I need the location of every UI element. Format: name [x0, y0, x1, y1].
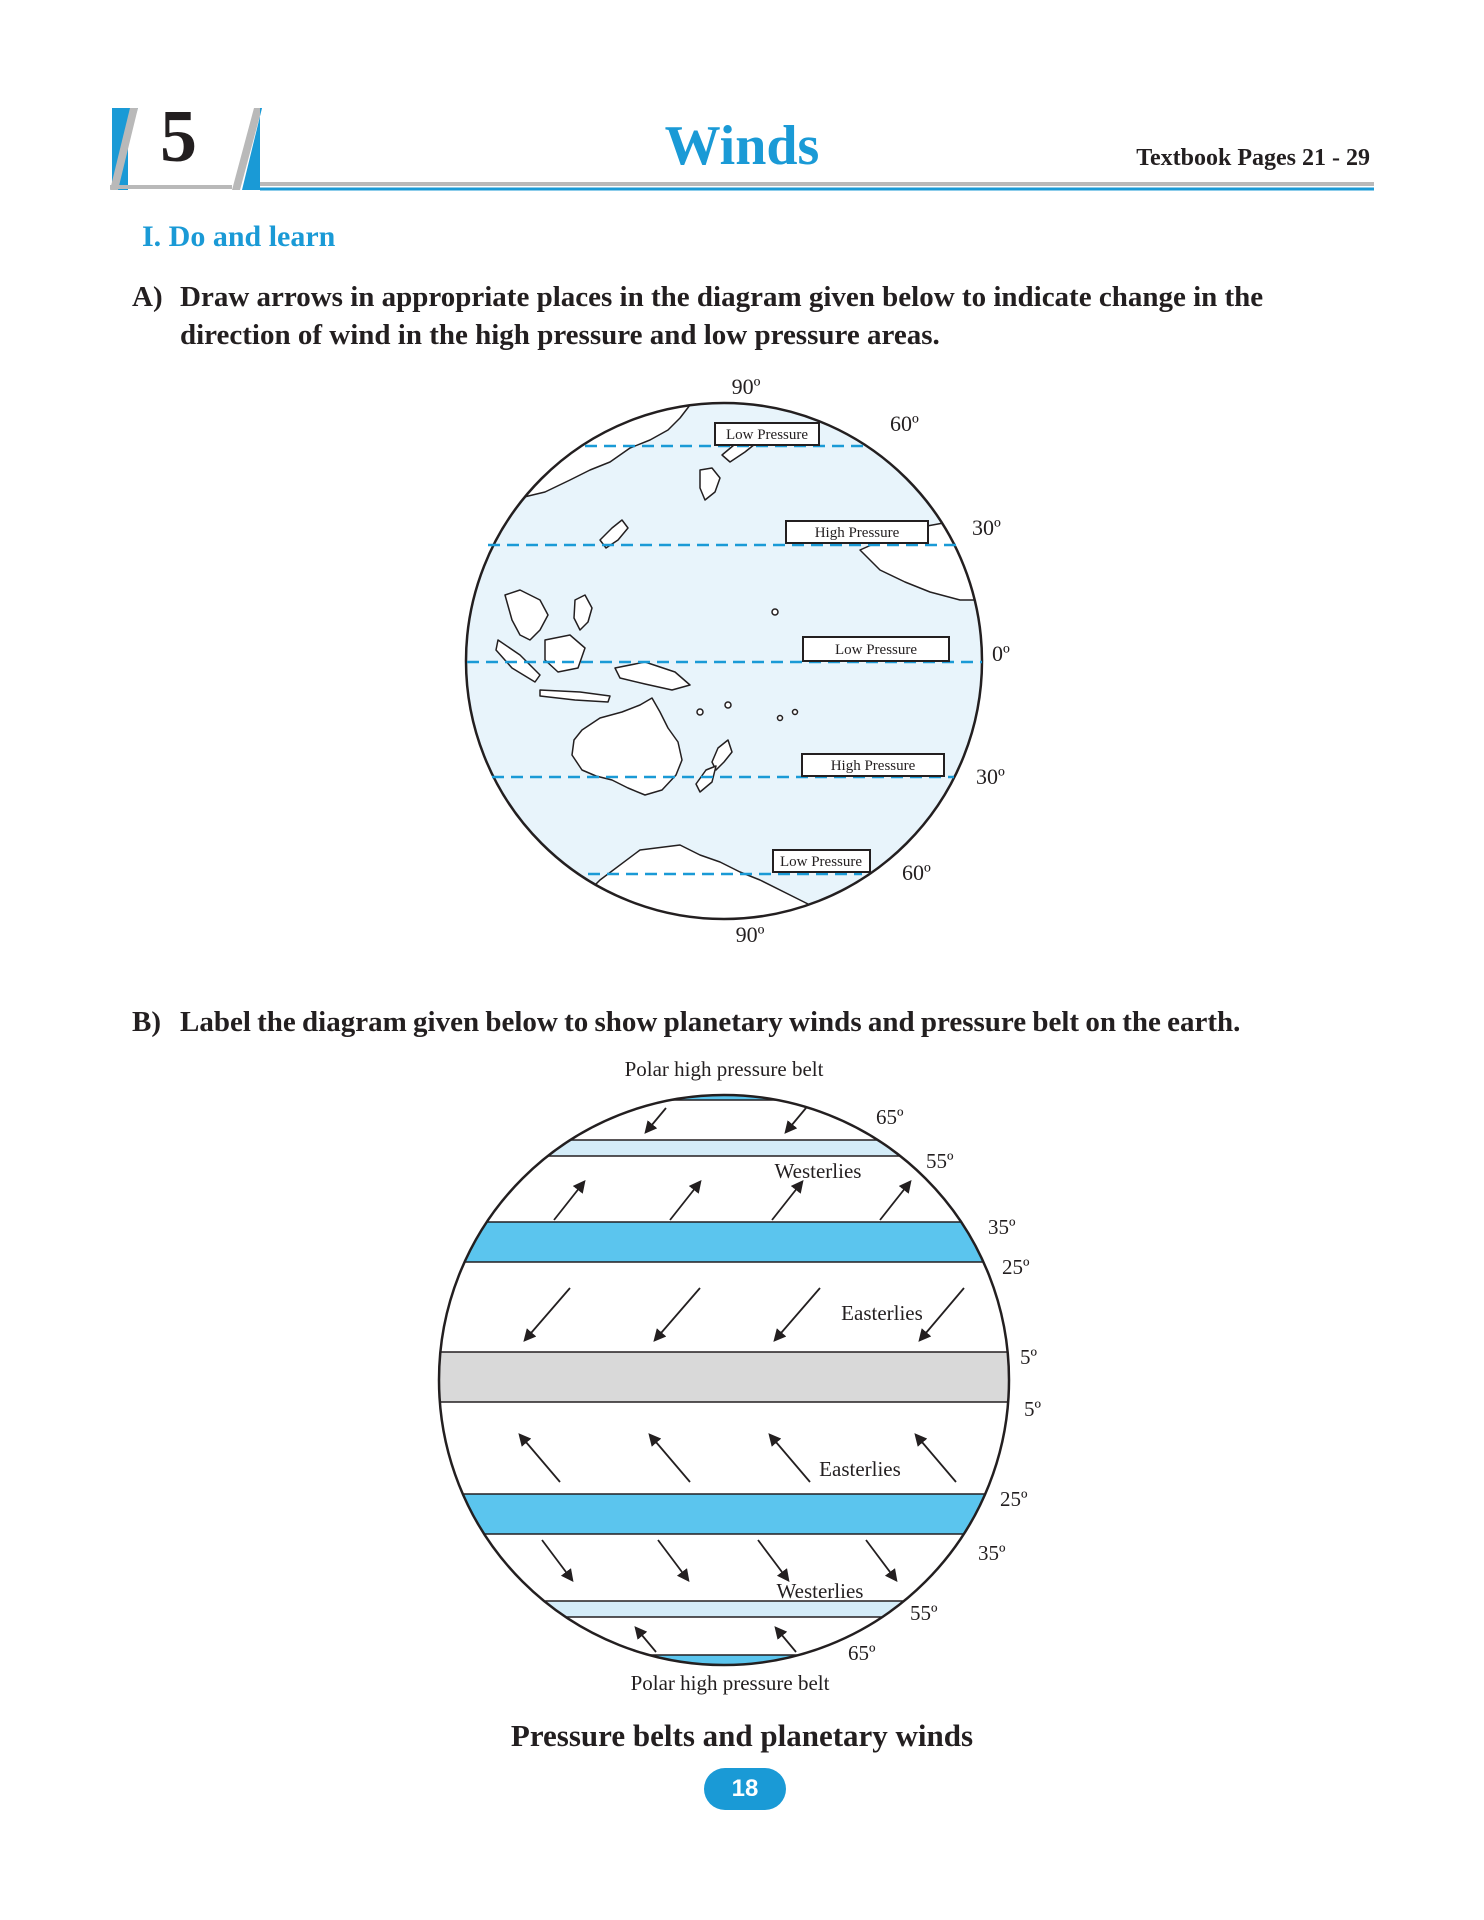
question-a-line1: Draw arrows in appropriate places in the diagram given below to indicate change in the — [180, 281, 1264, 313]
box-s60-label: Low Pressure — [779, 854, 863, 870]
box-equator-label: Low Pressure — [834, 642, 918, 658]
north-subtropical-belt — [430, 1222, 1030, 1262]
label-easterlies-south: Easterlies — [819, 1457, 901, 1481]
question-a-letter: A) — [132, 281, 163, 313]
lat-label-n30: 30º — [972, 515, 1001, 540]
lat-label-s30: 30º — [976, 764, 1005, 789]
degree-s65: 65º — [848, 1641, 876, 1665]
degree-s25: 25º — [1000, 1487, 1028, 1511]
degree-n55: 55º — [926, 1149, 954, 1173]
island-dot — [793, 710, 798, 715]
box-n60-label: Low Pressure — [725, 427, 809, 443]
box-n30-label: High Pressure — [814, 525, 900, 541]
section-heading: I. Do and learn — [142, 220, 336, 253]
degree-n25: 25º — [1002, 1255, 1030, 1279]
lat-label-equator: 0º — [992, 641, 1010, 666]
south-subpolar-belt — [430, 1601, 1030, 1617]
question-a-line2: direction of wind in the high pressure and low pressure areas. — [180, 319, 940, 351]
label-westerlies-south: Westerlies — [776, 1579, 864, 1603]
island-dot — [725, 702, 731, 708]
figure-caption: Pressure belts and planetary winds — [510, 1718, 974, 1753]
planetary-winds-diagram — [0, 1060, 1484, 1720]
box-s30-label: High Pressure — [830, 758, 916, 774]
lat-label-south-pole: 90º — [735, 922, 765, 947]
island-dot — [778, 716, 783, 721]
textbook-pages: Textbook Pages 21 - 29 — [1136, 145, 1370, 171]
label-westerlies-north: Westerlies — [774, 1159, 862, 1183]
label-polar-top: Polar high pressure belt — [624, 1060, 824, 1081]
page-number: 18 — [731, 1775, 759, 1802]
island-dot — [772, 609, 778, 615]
degree-n65: 65º — [876, 1105, 904, 1129]
label-polar-bottom: Polar high pressure belt — [630, 1671, 830, 1695]
degree-s55: 55º — [910, 1601, 938, 1625]
question-b-letter: B) — [132, 1006, 161, 1038]
island-dot — [697, 709, 703, 715]
degree-s35: 35º — [978, 1541, 1006, 1565]
chapter-title: Winds — [664, 115, 820, 177]
lat-label-north-pole: 90º — [731, 374, 761, 399]
chapter-number: 5 — [160, 96, 197, 178]
lat-label-s60: 60º — [902, 860, 931, 885]
degree-s5: 5º — [1024, 1397, 1042, 1421]
question-b-text: Label the diagram given below to show planetary winds and pressure belt on the earth. — [180, 1006, 1241, 1038]
degree-n5: 5º — [1020, 1345, 1038, 1369]
label-easterlies-north: Easterlies — [841, 1301, 923, 1325]
equatorial-belt — [430, 1352, 1030, 1402]
lat-label-n60: 60º — [890, 411, 919, 436]
south-subtropical-belt — [430, 1494, 1030, 1534]
degree-n35: 35º — [988, 1215, 1016, 1239]
